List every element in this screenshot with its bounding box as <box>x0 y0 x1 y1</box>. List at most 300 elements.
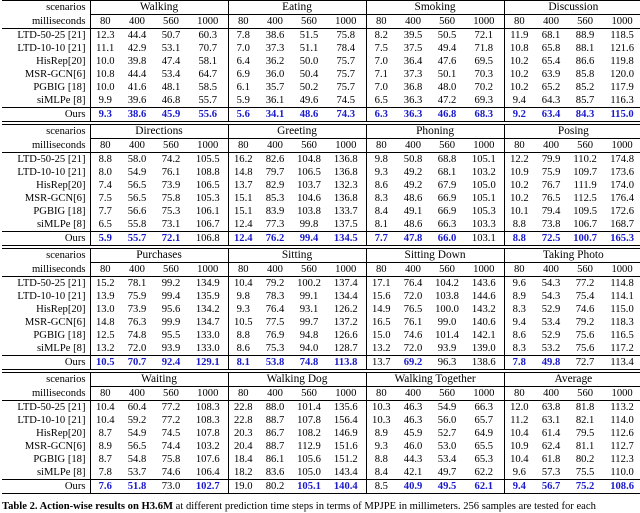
ms-header: 560 <box>154 139 188 153</box>
method-name: MSR-GCN[6] <box>2 440 90 453</box>
table-cell: 70.3 <box>474 69 494 80</box>
table-cell: 62.1 <box>464 480 504 494</box>
table-cell: 121.6 <box>610 43 634 54</box>
ms-header: 400 <box>120 387 154 401</box>
table-cell: 68.3 <box>464 108 504 122</box>
action-header: Sitting Down <box>366 249 504 263</box>
table-cell: 8.8 <box>504 232 534 246</box>
table-cell: 20.4 <box>228 440 258 453</box>
ms-header: 400 <box>396 139 430 153</box>
ms-header: 1000 <box>464 387 504 401</box>
action-header: Walking Together <box>366 373 504 387</box>
table-cell: 74.5 <box>161 428 181 439</box>
method-name: HisRep[20] <box>2 427 90 440</box>
table-cell: 9.6 <box>504 277 534 291</box>
table-cell: 134.2 <box>195 304 220 315</box>
table-cell: 34.1 <box>258 108 292 122</box>
table-cell: 99.4 <box>161 291 181 302</box>
table-cell: 20.3 <box>228 427 258 440</box>
table-cell: 10.5 <box>90 356 120 370</box>
table-cell: 72.1 <box>474 30 494 41</box>
table-cell: 49.6 <box>299 95 319 106</box>
table-cell: 53.4 <box>161 69 181 80</box>
table-cell: 100.0 <box>435 304 459 315</box>
table-cell: 49.2 <box>403 167 423 178</box>
table-cell: 111.9 <box>573 180 597 191</box>
table-cell: 10.4 <box>90 414 120 427</box>
table-cell: 54.3 <box>541 278 561 289</box>
table-cell: 72.5 <box>534 232 568 246</box>
table-cell: 112.3 <box>610 454 634 465</box>
milliseconds-label: milliseconds <box>2 263 90 277</box>
table-cell: 9.4 <box>504 316 534 329</box>
table-cell: 7.1 <box>366 68 396 81</box>
table-cell: 56.5 <box>127 441 147 452</box>
scenarios-label: scenarios <box>2 1 90 15</box>
table-cell: 112.6 <box>610 428 634 439</box>
table-cell: 88.9 <box>575 30 595 41</box>
table-cell: 8.9 <box>90 440 120 453</box>
table-cell: 106.5 <box>297 167 321 178</box>
table-cell: 15.6 <box>366 290 396 303</box>
table-cell: 7.8 <box>90 466 120 480</box>
table-cell: 8.6 <box>366 179 396 192</box>
table-cell: 88.7 <box>265 415 285 426</box>
ms-header: 1000 <box>188 139 228 153</box>
table-cell: 85.2 <box>575 82 595 93</box>
table-cell: 118.3 <box>610 317 634 328</box>
table-cell: 61.8 <box>541 454 561 465</box>
ms-header: 1000 <box>326 263 366 277</box>
table-cell: 56.6 <box>127 206 147 217</box>
table-cell: 5.9 <box>228 94 258 108</box>
table-cell: 54.9 <box>127 428 147 439</box>
ms-header: 1000 <box>188 263 228 277</box>
ms-header: 1000 <box>602 139 640 153</box>
table-cell: 53.2 <box>541 343 561 354</box>
ms-header: 80 <box>228 387 258 401</box>
table-row <box>2 342 640 356</box>
table-cell: 48.6 <box>403 193 423 204</box>
method-name: MSR-GCN[6] <box>2 192 90 205</box>
table-cell: 36.4 <box>403 56 423 67</box>
table-cell: 106.8 <box>188 232 228 246</box>
table-cell: 140.4 <box>326 480 366 494</box>
table-cell: 70.7 <box>198 43 218 54</box>
table-cell: 68.1 <box>437 167 457 178</box>
table-cell: 38.6 <box>120 108 154 122</box>
table-cell: 56.0 <box>437 415 457 426</box>
ms-header: 560 <box>292 15 326 29</box>
table-cell: 79.5 <box>575 428 595 439</box>
table-cell: 14.9 <box>366 303 396 316</box>
table-cell: 36.1 <box>265 95 285 106</box>
table-cell: 45.9 <box>403 428 423 439</box>
table-cell: 73.1 <box>161 219 181 230</box>
table-cell: 133.0 <box>195 330 220 341</box>
table-row <box>2 303 640 316</box>
ms-header: 400 <box>396 15 430 29</box>
table-cell: 156.4 <box>333 415 358 426</box>
table-cell: 65.4 <box>541 56 561 67</box>
table-cell: 6.1 <box>228 81 258 94</box>
table-cell: 9.4 <box>504 94 534 108</box>
table-cell: 72.0 <box>403 291 423 302</box>
table-cell: 56.5 <box>127 180 147 191</box>
table-cell: 68.8 <box>437 154 457 165</box>
table-cell: 134.7 <box>195 317 220 328</box>
table-cell: 9.2 <box>504 108 534 122</box>
table-cell: 79.2 <box>265 278 285 289</box>
ms-header: 1000 <box>464 139 504 153</box>
table-cell: 105.3 <box>195 193 220 204</box>
table-cell: 73.0 <box>154 480 188 494</box>
table-cell: 7.8 <box>228 29 258 43</box>
ms-header: 400 <box>120 139 154 153</box>
ms-header: 80 <box>504 387 534 401</box>
ms-header: 400 <box>258 263 292 277</box>
ms-header: 400 <box>258 387 292 401</box>
table-row <box>2 179 640 192</box>
table-cell: 52.9 <box>541 304 561 315</box>
table-cell: 8.5 <box>366 480 396 494</box>
table-cell: 75.8 <box>161 193 181 204</box>
ms-header: 80 <box>228 15 258 29</box>
table-cell: 64.7 <box>198 69 218 80</box>
table-cell: 10.2 <box>504 179 534 192</box>
table-cell: 73.9 <box>161 180 181 191</box>
table-cell: 75.6 <box>575 343 595 354</box>
table-cell: 44.4 <box>127 69 147 80</box>
table-cell: 93.9 <box>437 343 457 354</box>
action-header: Average <box>504 373 640 387</box>
table-cell: 77.2 <box>575 278 595 289</box>
table-cell: 75.8 <box>336 30 356 41</box>
table-row <box>2 108 640 122</box>
table-cell: 143.4 <box>333 467 358 478</box>
table-cell: 94.0 <box>299 343 319 354</box>
table-cell: 78.3 <box>265 291 285 302</box>
table-cell: 63.8 <box>541 402 561 413</box>
table-cell: 82.9 <box>265 180 285 191</box>
ms-header: 80 <box>90 139 120 153</box>
ms-header: 400 <box>396 263 430 277</box>
table-cell: 9.8 <box>228 290 258 303</box>
table-cell: 11.9 <box>504 29 534 43</box>
table-cell: 106.7 <box>195 219 220 230</box>
table-cell: 143.2 <box>471 304 496 315</box>
table-cell: 10.2 <box>504 68 534 81</box>
ms-header: 560 <box>292 139 326 153</box>
caption-label: Table 2. <box>2 501 38 512</box>
table-cell: 75.9 <box>127 291 147 302</box>
table-cell: 50.8 <box>403 154 423 165</box>
results-block-1 <box>2 0 640 122</box>
method-name: siMLPe [8] <box>2 342 90 356</box>
table-cell: 80.2 <box>258 480 292 494</box>
table-cell: 76.5 <box>403 304 423 315</box>
table-cell: 176.4 <box>610 193 635 204</box>
table-cell: 10.5 <box>228 316 258 329</box>
table-row <box>2 68 640 81</box>
table-cell: 74.6 <box>403 330 423 341</box>
ms-header: 400 <box>258 15 292 29</box>
table-cell: 142.1 <box>471 330 496 341</box>
table-cell: 44.3 <box>403 454 423 465</box>
ms-header: 560 <box>154 15 188 29</box>
table-cell: 174.8 <box>610 154 635 165</box>
table-cell: 39.5 <box>403 30 423 41</box>
table-cell: 54.8 <box>127 454 147 465</box>
table-cell: 10.8 <box>90 68 120 81</box>
table-cell: 15.0 <box>366 329 396 342</box>
table-cell: 10.9 <box>504 166 534 179</box>
table-row <box>2 205 640 218</box>
table-cell: 52.9 <box>541 330 561 341</box>
table-cell: 14.8 <box>228 166 258 179</box>
ms-header: 80 <box>228 139 258 153</box>
table-cell: 137.5 <box>333 219 358 230</box>
table-cell: 100.2 <box>297 278 321 289</box>
table-row <box>2 401 640 415</box>
table-cell: 44.4 <box>127 30 147 41</box>
table-cell: 86.6 <box>575 56 595 67</box>
table-cell: 6.5 <box>366 94 396 108</box>
table-cell: 102.7 <box>188 480 228 494</box>
method-name: LTD-10-10 [21] <box>2 166 90 179</box>
table-cell: 7.0 <box>366 81 396 94</box>
table-cell: 16.5 <box>366 316 396 329</box>
table-cell: 104.6 <box>297 193 321 204</box>
action-header: Phoning <box>366 125 504 139</box>
table-cell: 47.6 <box>437 56 457 67</box>
results-block-4 <box>2 372 640 494</box>
table-cell: 88.7 <box>265 441 285 452</box>
table-cell: 22.8 <box>228 414 258 427</box>
table-cell: 172.6 <box>610 206 635 217</box>
table-cell: 9.3 <box>366 166 396 179</box>
table-cell: 7.6 <box>90 480 120 494</box>
table-cell: 8.4 <box>366 205 396 218</box>
table-cell: 12.3 <box>90 29 120 43</box>
table-cell: 136.8 <box>333 154 358 165</box>
table-cell: 40.9 <box>396 480 430 494</box>
table-cell: 112.7 <box>610 441 634 452</box>
table-cell: 53.7 <box>127 467 147 478</box>
table-cell: 66.0 <box>430 232 464 246</box>
table-cell: 78.1 <box>127 278 147 289</box>
ms-header: 1000 <box>464 263 504 277</box>
table-row <box>2 153 640 167</box>
table-cell: 7.7 <box>366 232 396 246</box>
table-cell: 82.1 <box>575 415 595 426</box>
table-cell: 165.3 <box>602 232 640 246</box>
table-cell: 107.8 <box>297 415 321 426</box>
table-cell: 10.2 <box>504 192 534 205</box>
table-cell: 9.3 <box>90 108 120 122</box>
table-cell: 46.0 <box>403 441 423 452</box>
table-cell: 112.5 <box>573 193 597 204</box>
table-cell: 105.5 <box>195 154 220 165</box>
table-cell: 49.4 <box>437 43 457 54</box>
ms-header: 560 <box>430 15 464 29</box>
table-cell: 48.6 <box>403 219 423 230</box>
table-cell: 60.4 <box>127 402 147 413</box>
table-cell: 65.8 <box>541 43 561 54</box>
table-cell: 76.2 <box>258 232 292 246</box>
table-cell: 103.2 <box>195 441 220 452</box>
table-cell: 37.3 <box>265 43 285 54</box>
table-cell: 8.8 <box>504 218 534 232</box>
table-cell: 94.8 <box>299 330 319 341</box>
table-cell: 137.2 <box>333 317 358 328</box>
table-cell: 69.3 <box>474 95 494 106</box>
ms-header: 80 <box>504 139 534 153</box>
table-cell: 126.6 <box>333 330 358 341</box>
table-cell: 7.4 <box>90 179 120 192</box>
table-cell: 7.8 <box>504 356 534 370</box>
table-cell: 19.0 <box>228 480 258 494</box>
table-cell: 109.7 <box>573 167 598 178</box>
table-cell: 46.3 <box>403 415 423 426</box>
table-cell: 8.8 <box>228 329 258 342</box>
table-cell: 75.2 <box>568 480 602 494</box>
table-cell: 76.3 <box>127 317 147 328</box>
action-header: Greeting <box>228 125 366 139</box>
table-caption <box>2 500 640 513</box>
results-block-3 <box>2 248 640 370</box>
ms-header: 80 <box>504 15 534 29</box>
table-cell: 8.1 <box>366 218 396 232</box>
table-cell: 74.8 <box>127 330 147 341</box>
table-cell: 99.4 <box>292 232 326 246</box>
table-cell: 168.7 <box>610 219 635 230</box>
table-cell: 68.1 <box>541 30 561 41</box>
table-row <box>2 94 640 108</box>
table-cell: 8.7 <box>90 427 120 440</box>
table-cell: 8.3 <box>504 342 534 356</box>
action-header: Posing <box>504 125 640 139</box>
table-cell: 83.9 <box>265 206 285 217</box>
table-cell: 65.2 <box>541 82 561 93</box>
table-cell: 104.8 <box>297 154 321 165</box>
table-cell: 106.4 <box>195 467 220 478</box>
ms-header: 560 <box>568 139 602 153</box>
table-cell: 10.3 <box>366 401 396 415</box>
method-name: MSR-GCN[6] <box>2 68 90 81</box>
table-cell: 81.8 <box>575 402 595 413</box>
ms-header: 80 <box>228 263 258 277</box>
table-cell: 7.5 <box>90 192 120 205</box>
table-cell: 99.9 <box>161 317 181 328</box>
table-cell: 75.8 <box>161 454 181 465</box>
table-row <box>2 466 640 480</box>
table-cell: 119.8 <box>610 56 634 67</box>
table-cell: 76.9 <box>265 330 285 341</box>
table-cell: 49.1 <box>403 206 423 217</box>
table-cell: 79.2 <box>575 317 595 328</box>
ms-header: 560 <box>430 139 464 153</box>
table-cell: 50.2 <box>299 82 319 93</box>
ms-header: 1000 <box>602 263 640 277</box>
table-cell: 53.0 <box>437 441 457 452</box>
table-cell: 73.8 <box>541 219 561 230</box>
table-cell: 93.9 <box>161 343 181 354</box>
table-cell: 55.7 <box>120 232 154 246</box>
table-cell: 77.2 <box>161 415 181 426</box>
table-cell: 6.3 <box>366 108 396 122</box>
table-cell: 129.1 <box>188 356 228 370</box>
table-cell: 75.6 <box>575 330 595 341</box>
ms-header: 400 <box>534 387 568 401</box>
table-cell: 106.7 <box>573 219 598 230</box>
table-cell: 58.5 <box>198 82 218 93</box>
table-cell: 5.6 <box>228 108 258 122</box>
table-row <box>2 81 640 94</box>
table-cell: 76.1 <box>403 317 423 328</box>
table-cell: 54.3 <box>541 291 561 302</box>
table-cell: 47.4 <box>161 56 181 67</box>
ms-header: 560 <box>568 263 602 277</box>
table-cell: 7.0 <box>366 55 396 68</box>
table-cell: 53.4 <box>437 454 457 465</box>
table-cell: 74.6 <box>575 304 595 315</box>
table-cell: 105.0 <box>297 467 321 478</box>
scenarios-label: scenarios <box>2 125 90 139</box>
table-cell: 65.7 <box>474 415 494 426</box>
table-cell: 99.0 <box>437 317 457 328</box>
table-cell: 80.2 <box>575 454 595 465</box>
ms-header: 400 <box>534 263 568 277</box>
table-cell: 8.2 <box>366 29 396 43</box>
table-cell: 12.2 <box>504 153 534 167</box>
table-cell: 63.9 <box>541 69 561 80</box>
table-cell: 51.8 <box>120 480 154 494</box>
action-header: Waiting <box>90 373 228 387</box>
table-cell: 116.3 <box>610 95 634 106</box>
table-cell: 51.5 <box>299 30 319 41</box>
table-cell: 9.6 <box>504 466 534 480</box>
table-cell: 110.0 <box>610 467 634 478</box>
method-name: Ours <box>2 480 90 494</box>
table-cell: 61.4 <box>541 428 561 439</box>
table-cell: 15.1 <box>228 205 258 218</box>
table-cell: 101.4 <box>297 402 321 413</box>
method-name: LTD-50-25 [21] <box>2 29 90 43</box>
milliseconds-label: milliseconds <box>2 139 90 153</box>
ms-header: 1000 <box>326 139 366 153</box>
ms-header: 560 <box>154 387 188 401</box>
table-cell: 101.4 <box>435 330 459 341</box>
table-cell: 73.9 <box>127 304 147 315</box>
table-cell: 7.5 <box>366 42 396 55</box>
table-cell: 6.4 <box>228 55 258 68</box>
table-cell: 8.9 <box>366 427 396 440</box>
table-cell: 115.0 <box>602 108 640 122</box>
table-cell: 106.1 <box>195 206 220 217</box>
table-cell: 8.4 <box>366 466 396 480</box>
table-row <box>2 290 640 303</box>
table-cell: 103.1 <box>464 232 504 246</box>
table-cell: 99.2 <box>161 278 181 289</box>
table-cell: 8.1 <box>228 356 258 370</box>
table-cell: 49.2 <box>403 180 423 191</box>
method-name: LTD-10-10 [21] <box>2 42 90 55</box>
table-cell: 50.1 <box>437 69 457 80</box>
table-cell: 49.7 <box>437 467 457 478</box>
table-cell: 59.2 <box>127 415 147 426</box>
table-cell: 112.9 <box>297 441 321 452</box>
